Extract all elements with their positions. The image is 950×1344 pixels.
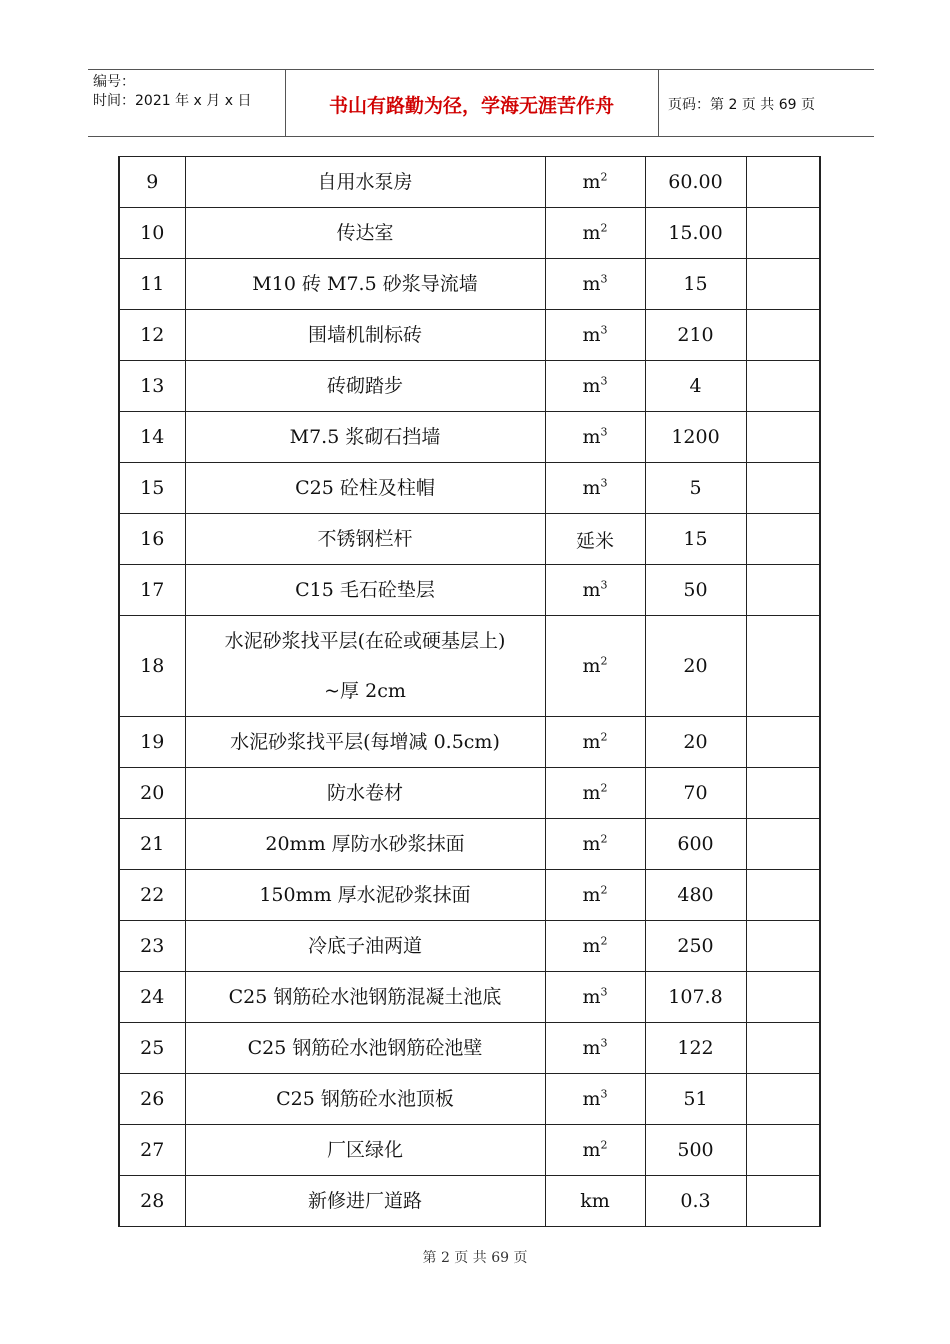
item-name: C25 钢筋砼水池钢筋混凝土池底	[228, 986, 502, 1008]
item-name-cell	[185, 1074, 545, 1125]
item-name: 冷底子油两道	[307, 935, 422, 957]
remark-cell	[746, 514, 820, 565]
unit-cell	[545, 870, 645, 921]
unit-text: m	[582, 884, 601, 906]
header-meta	[93, 73, 251, 111]
unit-cell	[545, 972, 645, 1023]
row-number-cell: 12	[119, 310, 185, 361]
item-name: 围墙机制标砖	[307, 324, 422, 346]
unit-exponent: 3	[600, 425, 608, 439]
remark-cell	[746, 157, 820, 208]
remark-cell	[746, 819, 820, 870]
row-number-cell: 22	[119, 870, 185, 921]
item-name: 20mm 厚防水砂浆抹面	[265, 833, 465, 855]
item-name-cell	[185, 259, 545, 310]
table-row	[119, 870, 820, 921]
remark-cell	[746, 1023, 820, 1074]
remark-cell	[746, 972, 820, 1023]
unit-text: m	[582, 655, 601, 677]
item-name-cell	[185, 972, 545, 1023]
item-name-cell	[185, 921, 545, 972]
unit-exponent: 3	[600, 476, 608, 490]
unit-exponent: 3	[600, 1036, 608, 1050]
unit-exponent: 2	[600, 883, 608, 897]
table-row	[119, 972, 820, 1023]
table-row	[119, 565, 820, 616]
item-name-cell	[185, 463, 545, 514]
quantity-cell: 500	[645, 1125, 746, 1176]
unit-cell	[545, 717, 645, 768]
unit-text: m	[582, 375, 601, 397]
item-name-cell	[185, 819, 545, 870]
remark-cell	[746, 259, 820, 310]
item-name: C15 毛石砼垫层	[295, 579, 435, 601]
item-name-continued: ~厚 2cm	[324, 680, 406, 702]
unit-cell	[545, 616, 645, 717]
unit-exponent: 2	[600, 1138, 608, 1152]
unit-text: m	[582, 986, 601, 1008]
remark-cell	[746, 412, 820, 463]
table-row	[119, 1074, 820, 1125]
remark-cell	[746, 717, 820, 768]
table-row	[119, 768, 820, 819]
unit-text: m	[582, 426, 601, 448]
quantity-cell: 70	[645, 768, 746, 819]
table-row	[119, 514, 820, 565]
unit-cell	[545, 768, 645, 819]
unit-cell	[545, 1074, 645, 1125]
item-name: 自用水泵房	[317, 171, 413, 193]
unit-cell	[545, 1023, 645, 1074]
remark-cell	[746, 361, 820, 412]
item-name-cell	[185, 768, 545, 819]
unit-cell	[545, 514, 645, 565]
header-page-label: 页码：第 2 页 共 69 页	[668, 97, 815, 113]
table-row	[119, 259, 820, 310]
remark-cell	[746, 310, 820, 361]
unit-cell	[545, 157, 645, 208]
row-number-cell: 20	[119, 768, 185, 819]
unit-text: m	[582, 273, 601, 295]
item-name-cell	[185, 208, 545, 259]
unit-cell	[545, 208, 645, 259]
unit-text: m	[582, 731, 601, 753]
unit-text: 延米	[575, 529, 614, 552]
item-name: 厂区绿化	[326, 1139, 403, 1161]
unit-text: m	[582, 171, 601, 193]
item-name-cell	[185, 1023, 545, 1074]
row-number-cell: 24	[119, 972, 185, 1023]
item-name-cell	[185, 1176, 545, 1227]
unit-exponent: 3	[600, 272, 608, 286]
unit-exponent: 2	[600, 730, 608, 744]
row-number-cell: 11	[119, 259, 185, 310]
quantity-cell: 20	[645, 717, 746, 768]
item-name-cell	[185, 514, 545, 565]
unit-text: m	[582, 222, 601, 244]
unit-exponent: 2	[600, 654, 608, 668]
row-number-cell: 16	[119, 514, 185, 565]
unit-exponent: 3	[600, 323, 608, 337]
remark-cell	[746, 208, 820, 259]
quantity-cell: 50	[645, 565, 746, 616]
quantity-table-body	[119, 157, 820, 1227]
row-number-cell: 21	[119, 819, 185, 870]
remark-cell	[746, 1125, 820, 1176]
item-name-cell	[185, 870, 545, 921]
item-name: 砖砌踏步	[326, 375, 403, 397]
quantity-cell: 51	[645, 1074, 746, 1125]
unit-exponent: 3	[600, 374, 608, 388]
item-name-cell	[185, 616, 545, 717]
unit-cell	[545, 361, 645, 412]
quantity-cell: 210	[645, 310, 746, 361]
table-row	[119, 1125, 820, 1176]
unit-exponent: 2	[600, 832, 608, 846]
unit-text: m	[582, 833, 601, 855]
quantity-cell: 0.3	[645, 1176, 746, 1227]
quantity-cell: 4	[645, 361, 746, 412]
item-name: C25 钢筋砼水池顶板	[276, 1088, 454, 1110]
table-row	[119, 616, 820, 717]
unit-text: m	[582, 579, 601, 601]
unit-cell	[545, 259, 645, 310]
quantity-cell: 20	[645, 616, 746, 717]
quantity-cell: 600	[645, 819, 746, 870]
item-name: C25 砼柱及柱帽	[295, 477, 435, 499]
unit-cell	[545, 921, 645, 972]
header-number-label: 编号：	[93, 74, 135, 90]
item-name: 150mm 厚水泥砂浆抹面	[259, 884, 471, 906]
unit-exponent: 2	[600, 221, 608, 235]
unit-cell	[545, 1176, 645, 1227]
table-row	[119, 310, 820, 361]
remark-cell	[746, 616, 820, 717]
unit-text: m	[582, 1088, 601, 1110]
table-row	[119, 412, 820, 463]
unit-text: km	[580, 1190, 610, 1212]
item-name: 水泥砂浆找平层(在砼或硬基层上)	[224, 630, 506, 652]
quantity-cell: 250	[645, 921, 746, 972]
unit-cell	[545, 565, 645, 616]
item-name-cell	[185, 717, 545, 768]
remark-cell	[746, 1074, 820, 1125]
row-number-cell: 13	[119, 361, 185, 412]
item-name: C25 钢筋砼水池钢筋砼池壁	[247, 1037, 483, 1059]
unit-exponent: 3	[600, 1087, 608, 1101]
unit-cell	[545, 819, 645, 870]
row-number-cell: 28	[119, 1176, 185, 1227]
item-name-cell	[185, 157, 545, 208]
item-name: 水泥砂浆找平层(每增减 0.5cm)	[230, 731, 500, 753]
quantity-cell: 5	[645, 463, 746, 514]
item-name: M7.5 浆砌石挡墙	[289, 426, 441, 448]
quantity-cell: 15	[645, 514, 746, 565]
item-name: 新修进厂道路	[307, 1190, 422, 1212]
quantity-cell: 107.8	[645, 972, 746, 1023]
table-row	[119, 717, 820, 768]
unit-cell	[545, 310, 645, 361]
page-footer: 第 2 页 共 69 页	[422, 1250, 528, 1266]
unit-text: m	[582, 324, 601, 346]
table-row	[119, 819, 820, 870]
unit-text: m	[582, 935, 601, 957]
quantity-cell: 60.00	[645, 157, 746, 208]
table-row	[119, 463, 820, 514]
table-row	[119, 208, 820, 259]
table-row	[119, 1023, 820, 1074]
header-divider	[658, 70, 659, 136]
row-number-cell: 17	[119, 565, 185, 616]
document-header	[88, 69, 874, 137]
header-time-label: 时间：2021 年 x 月 x 日	[93, 93, 252, 109]
unit-cell	[545, 1125, 645, 1176]
item-name-cell	[185, 412, 545, 463]
table-row	[119, 921, 820, 972]
item-name: 不锈钢栏杆	[317, 528, 413, 550]
row-number-cell: 18	[119, 616, 185, 717]
table-row	[119, 361, 820, 412]
item-name-cell	[185, 310, 545, 361]
row-number-cell: 26	[119, 1074, 185, 1125]
quantity-cell: 1200	[645, 412, 746, 463]
row-number-cell: 23	[119, 921, 185, 972]
row-number-cell: 14	[119, 412, 185, 463]
unit-text: m	[582, 477, 601, 499]
remark-cell	[746, 1176, 820, 1227]
quantity-cell: 15	[645, 259, 746, 310]
unit-text: m	[582, 1037, 601, 1059]
remark-cell	[746, 768, 820, 819]
item-name-cell	[185, 565, 545, 616]
table-row	[119, 1176, 820, 1227]
unit-exponent: 3	[600, 985, 608, 999]
table-row	[119, 157, 820, 208]
item-name-cell	[185, 1125, 545, 1176]
row-number-cell: 9	[119, 157, 185, 208]
remark-cell	[746, 921, 820, 972]
unit-text: m	[582, 1139, 601, 1161]
row-number-cell: 15	[119, 463, 185, 514]
row-number-cell: 25	[119, 1023, 185, 1074]
row-number-cell: 10	[119, 208, 185, 259]
quantity-table	[118, 156, 821, 1227]
quantity-cell: 480	[645, 870, 746, 921]
header-motto: 书山有路勤为径，学海无涯苦作舟	[328, 95, 614, 117]
unit-cell	[545, 412, 645, 463]
remark-cell	[746, 565, 820, 616]
unit-exponent: 2	[600, 170, 608, 184]
unit-text: m	[582, 782, 601, 804]
quantity-cell: 15.00	[645, 208, 746, 259]
quantity-cell: 122	[645, 1023, 746, 1074]
item-name: 传达室	[336, 222, 394, 244]
row-number-cell: 27	[119, 1125, 185, 1176]
row-number-cell: 19	[119, 717, 185, 768]
unit-exponent: 3	[600, 578, 608, 592]
remark-cell	[746, 870, 820, 921]
item-name: 防水卷材	[326, 782, 403, 804]
item-name: M10 砖 M7.5 砂浆导流墙	[252, 273, 478, 295]
item-name-cell	[185, 361, 545, 412]
remark-cell	[746, 463, 820, 514]
unit-cell	[545, 463, 645, 514]
unit-exponent: 2	[600, 781, 608, 795]
unit-exponent: 2	[600, 934, 608, 948]
